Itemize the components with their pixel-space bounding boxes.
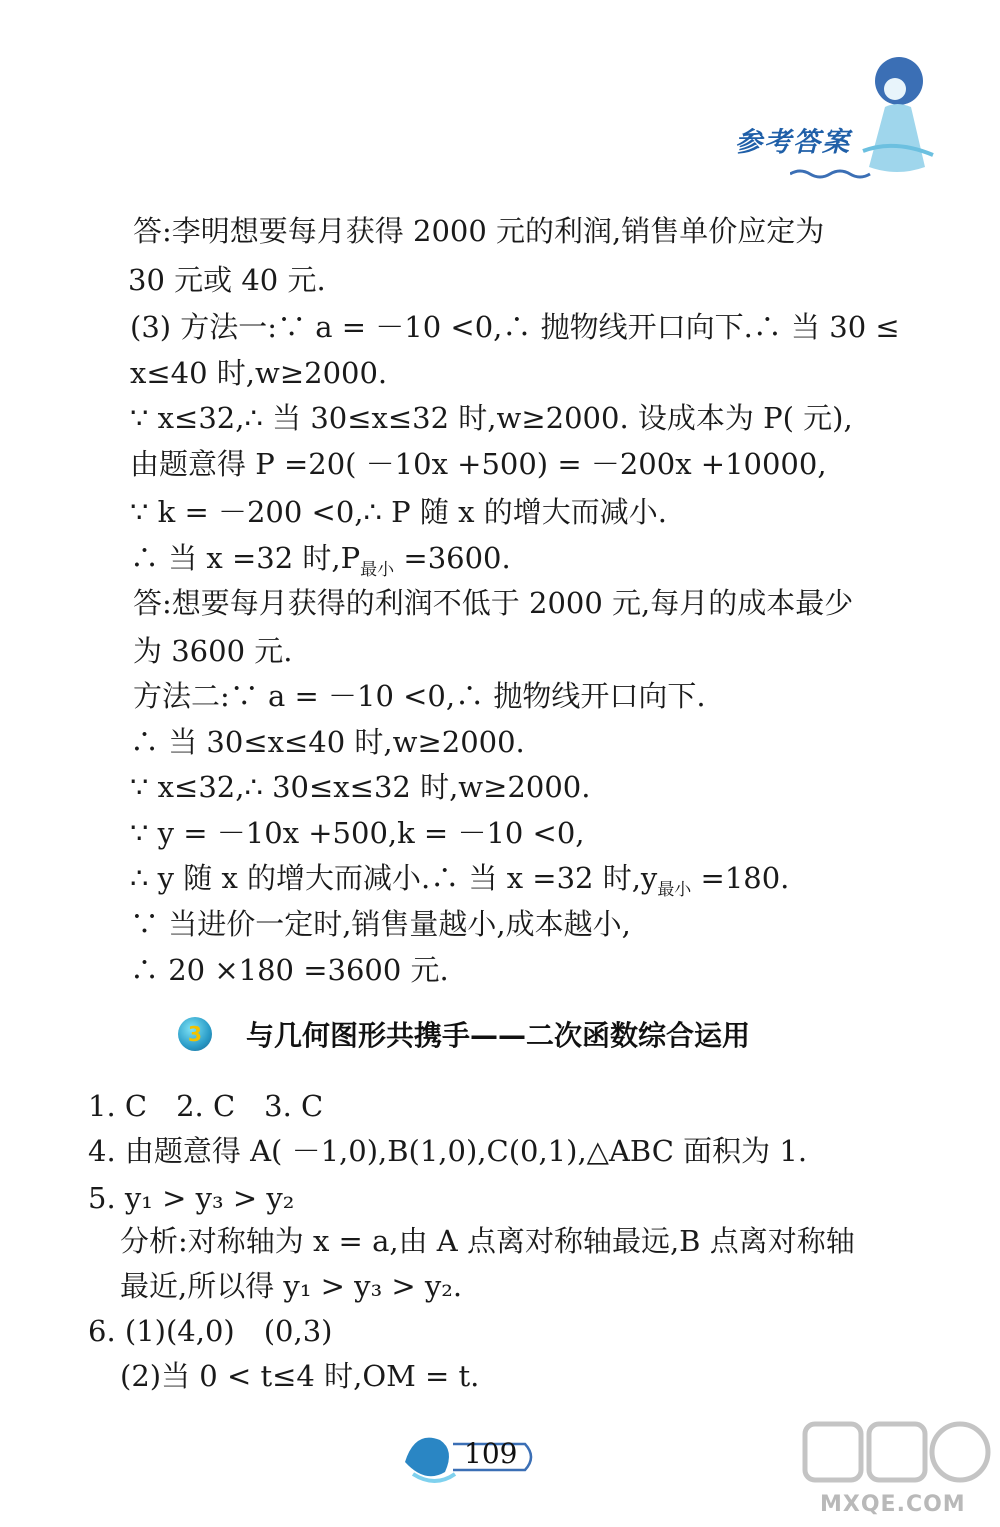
answer-line: (3) 方法一:∵ a = －10 <0,∴ 抛物线开口向下.∴ 当 30 ≤ xyxy=(130,310,900,344)
answer-line-tail: =3600. xyxy=(394,541,511,575)
answer-line-text: ∴ y 随 x 的增大而减小.∴ 当 x =32 时,y xyxy=(130,861,658,895)
answer-line: 分析:对称轴为 x = a,由 A 点离对称轴最远,B 点离对称轴 xyxy=(120,1224,855,1258)
answer-line: 由题意得 P =20( －10x +500) = －200x +10000, xyxy=(130,447,827,481)
answer-line: 最近,所以得 y₁ > y₃ > y₂. xyxy=(120,1269,463,1303)
answer-line: 5. y₁ > y₃ > y₂ xyxy=(88,1181,295,1215)
answer-line: ∵ y = －10x +500,k = －10 <0, xyxy=(130,816,585,850)
answer-line: ∴ 20 ×180 =3600 元. xyxy=(130,953,449,987)
answer-line: ∵ 当进价一定时,销售量越小,成本越小, xyxy=(130,907,631,941)
section-heading xyxy=(178,1014,750,1054)
header-wave-decoration xyxy=(790,166,880,180)
answer-line: ∵ x≤32,∴ 当 30≤x≤32 时,w≥2000. 设成本为 P( 元), xyxy=(130,401,853,435)
answer-line: 1. C 2. C 3. C xyxy=(88,1089,324,1123)
answer-line-text: ∴ 当 x =32 时,P xyxy=(130,541,361,575)
header-label: 参考答案 xyxy=(735,127,851,158)
answer-line: 4. 由题意得 A( －1,0),B(1,0),C(0,1),△ABC 面积为 1. xyxy=(88,1134,808,1168)
answer-line: ∵ x≤32,∴ 30≤x≤32 时,w≥2000. xyxy=(130,770,591,804)
answer-line: 答:想要每月获得的利润不低于 2000 元,每月的成本最少 xyxy=(133,586,854,620)
answer-line-tail: =180. xyxy=(691,861,790,895)
answer-line: 方法二:∵ a = －10 <0,∴ 抛物线开口向下. xyxy=(133,679,706,713)
answer-line: x≤40 时,w≥2000. xyxy=(130,356,388,390)
answer-line: 为 3600 元. xyxy=(133,634,293,668)
answer-line: 30 元或 40 元. xyxy=(128,263,326,297)
section-number-badge: 3 xyxy=(178,1017,212,1051)
subscript-min: 最小 xyxy=(657,880,692,900)
answer-line: ∴ 当 30≤x≤40 时,w≥2000. xyxy=(130,725,525,759)
section-title: 与几何图形共携手——二次函数综合运用 xyxy=(246,1019,751,1052)
answer-line-with-subscript xyxy=(130,540,511,588)
page-number: 109 xyxy=(464,1437,518,1470)
answer-line: ∵ k = －200 <0,∴ P 随 x 的增大而减小. xyxy=(130,495,667,529)
answer-line: 答:李明想要每月获得 2000 元的利润,销售单价应定为 xyxy=(133,214,825,248)
answer-line: (2)当 0 < t≤4 时,OM = t. xyxy=(120,1359,480,1393)
answer-line: 6. (1)(4,0) (0,3) xyxy=(88,1314,333,1348)
answer-line-with-subscript xyxy=(130,860,789,908)
girl-illustration xyxy=(855,55,940,175)
watermark-text: MXQE.COM xyxy=(820,1492,966,1517)
subscript-min: 最小 xyxy=(360,560,395,580)
